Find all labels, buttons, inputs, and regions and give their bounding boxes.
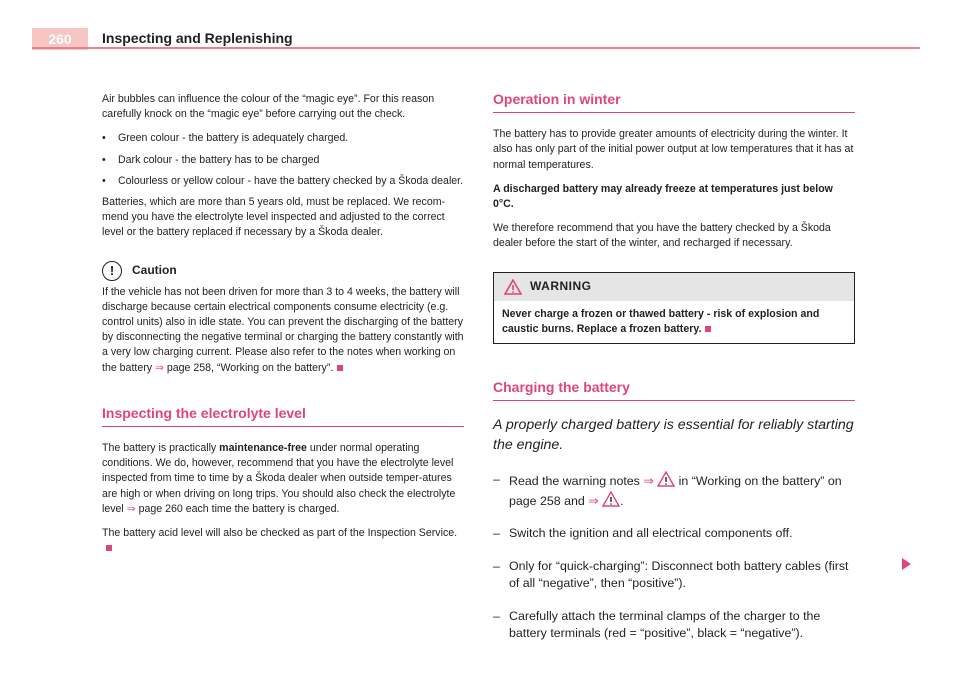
end-mark-icon xyxy=(106,545,112,551)
freeze-paragraph: A discharged battery may already freeze at temperatures just below 0°C. xyxy=(493,182,833,211)
warning-triangle-icon xyxy=(504,279,522,295)
reference-arrow-icon: ⇒ xyxy=(155,361,164,374)
reference-arrow-icon: ⇒ xyxy=(643,474,654,489)
section-heading-electrolyte: Inspecting the electrolyte level xyxy=(102,406,464,427)
reference-arrow-icon: ⇒ xyxy=(588,493,599,508)
recommend-paragraph: We therefore recommend that you have the battery checked by a Škoda dealer before the start of the winter, and recharged if necessary. xyxy=(493,222,831,250)
warning-header xyxy=(494,273,854,301)
cross-reference-link[interactable]: page 258, “Working on the battery”. xyxy=(166,361,334,374)
chapter-title: Inspecting and Replenishing xyxy=(102,30,293,46)
section-heading-charging: Charging the battery xyxy=(493,380,855,401)
left-column xyxy=(102,92,464,565)
list-item xyxy=(102,153,464,168)
caution-header xyxy=(102,261,464,281)
bullet-icon: • xyxy=(102,153,106,166)
electrolyte-paragraph: The battery is practically maintenance-free under normal operating conditions. We do, however, recommend that you have the electrolyte level inspected from time to time by a Škoda dealer when outside temper-atures are high or when driving on long trips. You should also check the electrolyte level ⇒ page 260 each time the battery is charged. xyxy=(102,442,456,515)
dash-icon: – xyxy=(493,608,500,623)
end-mark-icon xyxy=(337,365,343,371)
page-number: 260 xyxy=(32,28,88,50)
list-item-text: Green colour - the battery is adequately charged. xyxy=(118,132,349,145)
right-column xyxy=(493,92,855,658)
inspection-paragraph: The battery acid level will also be checked as part of the Inspection Service. xyxy=(102,526,464,556)
warning-triangle-icon[interactable] xyxy=(657,471,675,487)
list-item-text: Dark colour - the battery has to be charged xyxy=(118,153,320,166)
list-item: – Only for “quick-charging”: Disconnect both battery cables (first of all “negative”, then “positive”). xyxy=(493,558,849,591)
list-item-text: Colourless or yellow colour - have the battery checked by a Škoda dealer. xyxy=(118,174,464,187)
list-item: – Switch the ignition and all electrical components off. xyxy=(493,525,855,543)
list-item: – Carefully attach the terminal clamps of the charger to the battery terminals (red = “positive”, black = “negative”). xyxy=(493,608,821,641)
dash-icon: – xyxy=(493,526,500,541)
list-item xyxy=(102,131,464,146)
section-heading-winter: Operation in winter xyxy=(493,92,855,113)
list-item: – Read the warning notes ⇒ in “Working on the battery” on page 258 and ⇒ . xyxy=(493,472,842,508)
dash-icon: – xyxy=(493,558,500,573)
end-mark-icon xyxy=(705,326,711,332)
next-page-arrow-icon[interactable] xyxy=(902,558,911,570)
reference-arrow-icon: ⇒ xyxy=(126,502,136,515)
caution-text: If the vehicle has not been driven for more than 3 to 4 weeks, the battery will discharge because certain electrical components consume electricity (e.g. control units) also in idle state. You can prevent the discharging of the battery by disconnecting the negative terminal or charging the battery constantly with a very low charging current. Please also refer to the notes when working on the battery ⇒ page 258, “Working on the battery”. xyxy=(102,285,464,374)
header-divider xyxy=(32,47,920,49)
caution-title: Caution xyxy=(132,263,177,278)
warning-box xyxy=(493,272,855,344)
caution-icon: ! xyxy=(102,261,122,281)
warning-text: Never charge a frozen or thawed battery - risk of explosion and caustic burns. Replace a frozen battery. xyxy=(502,307,820,335)
warning-triangle-icon[interactable] xyxy=(602,491,620,507)
bullet-icon: • xyxy=(102,174,106,187)
bullet-icon: • xyxy=(102,132,106,145)
cross-reference-link[interactable]: page 260 each time the battery is charged. xyxy=(138,502,340,515)
charging-subtitle: A properly charged battery is essential for reliably starting the engine. xyxy=(493,417,854,454)
intro-paragraph: Air bubbles can influence the colour of the “magic eye”. For this reason carefully knock on the “magic eye” before carrying out the check. xyxy=(102,93,435,121)
list-item xyxy=(102,174,464,189)
winter-paragraph: The battery has to provide greater amounts of electricity during the winter. It also has only part of the initial power output at low temperatures that it has at normal temperatures. xyxy=(493,128,854,171)
dash-icon: – xyxy=(493,472,500,487)
warning-title: WARNING xyxy=(530,279,592,294)
replacement-paragraph: Batteries, which are more than 5 years old, must be replaced. We recom-mend you have the electrolyte level inspected and adjusted to the correct level or the battery replaced if necessary by a Škoda dealer. xyxy=(102,196,446,239)
